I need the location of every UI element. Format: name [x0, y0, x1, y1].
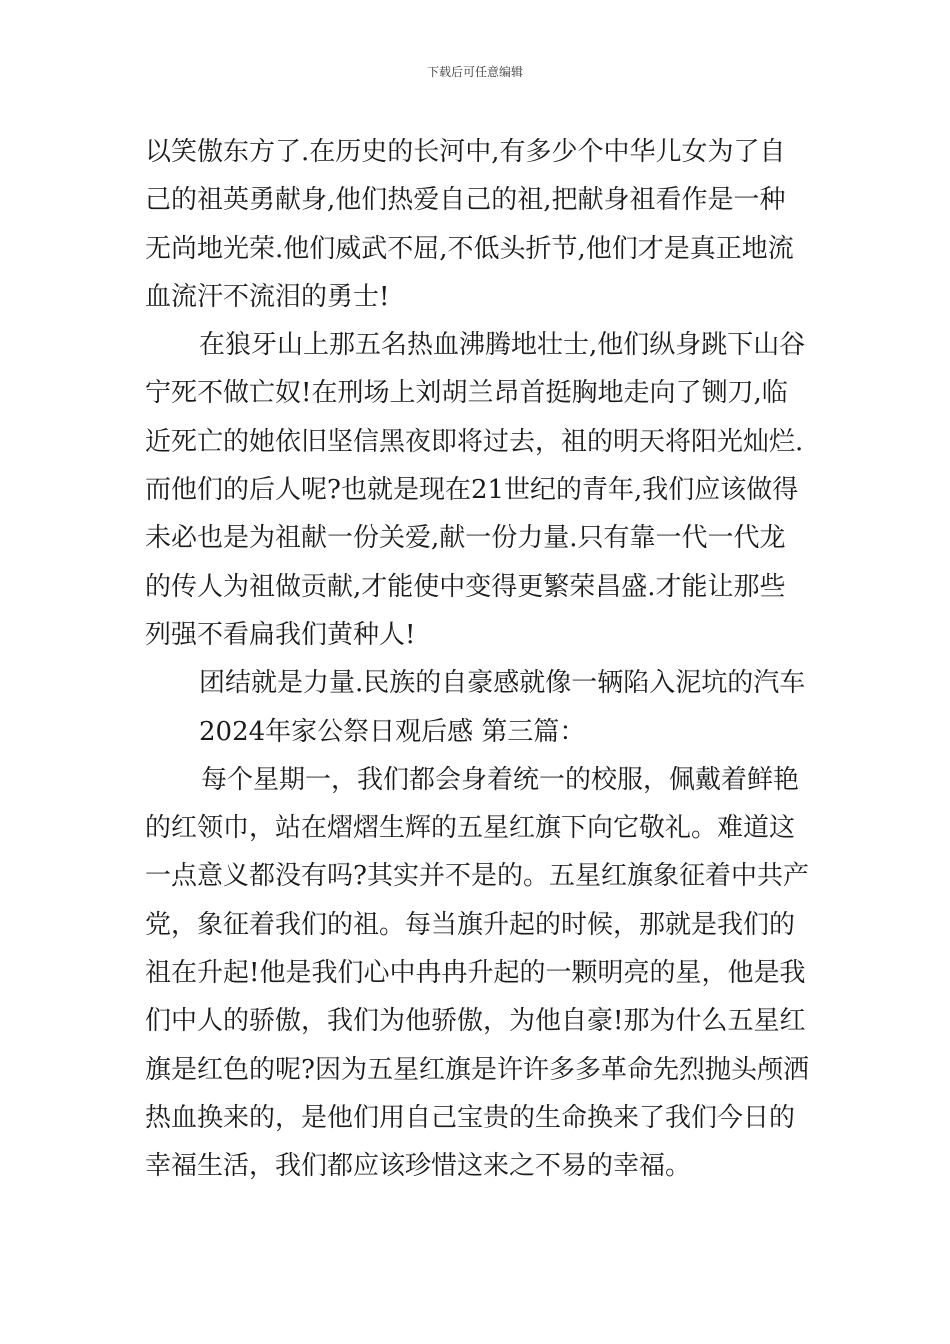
text-line: 血流汗不流泪的勇士!: [145, 281, 390, 312]
text-line: 们中人的骄傲，我们为他骄傲，为他自豪!那为什么五星红: [145, 1006, 806, 1037]
text-line: 的传人为祖做贡献,才能使中变得更繁荣昌盛.才能让那些: [145, 571, 786, 602]
text-line: 以笑傲东方了.在历史的长河中,有多少个中华儿女为了自: [145, 137, 786, 167]
text-line: 幸福生活，我们都应该珍惜这来之不易的幸福。: [145, 1151, 692, 1182]
text-line: 祖在升起!他是我们心中冉冉升起的一颗明亮的星，他是我: [145, 958, 806, 989]
text-line: 一点意义都没有吗?其实并不是的。五星红旗象征着中共产: [145, 861, 809, 892]
paragraph-start-line: 在狼牙山上那五名热血沸腾地壮士,他们纵身跳下山谷: [199, 330, 806, 361]
document-body: [145, 128, 815, 1191]
text-line: 热血换来的，是他们用自己宝贵的生命换来了我们今日的: [145, 1102, 796, 1133]
text-line: 列强不看扁我们黄种人!: [145, 619, 416, 650]
page-header: 下载后可任意编辑: [426, 65, 523, 79]
text-line: 而他们的后人呢?也就是现在21世纪的青年,我们应该做得: [145, 475, 799, 506]
section-heading: 2024年家公祭日观后感 第三篇：: [199, 716, 586, 747]
text-line: 无尚地光荣.他们威武不屈,不低头折节,他们才是真正地流: [145, 233, 794, 264]
text-line: 宁死不做亡奴!在刑场上刘胡兰昂首挺胸地走向了铡刀,临: [145, 378, 788, 409]
paragraph-start-line: 每个星期一，我们都会身着统一的校服，佩戴着鲜艳: [201, 764, 800, 795]
text-line: 未必也是为祖献一份关爱,献一份力量.只有靠一代一代龙: [145, 523, 786, 554]
text-line: 党，象征着我们的祖。每当旗升起的时候，那就是我们的: [145, 909, 796, 940]
text-line: 旗是红色的呢?因为五星红旗是许许多多革命先烈抛头颅洒: [145, 1054, 809, 1085]
text-line: 己的祖英勇献身,他们热爱自己的祖,把献身祖看作是一种: [145, 185, 786, 216]
paragraph-start-line: 团结就是力量.民族的自豪感就像一辆陷入泥坑的汽车: [199, 668, 806, 699]
text-line: 的红领巾，站在熠熠生辉的五星红旗下向它敬礼。难道这: [145, 813, 796, 844]
text-line: 近死亡的她依旧坚信黑夜即将过去，祖的明天将阳光灿烂.: [145, 426, 804, 457]
